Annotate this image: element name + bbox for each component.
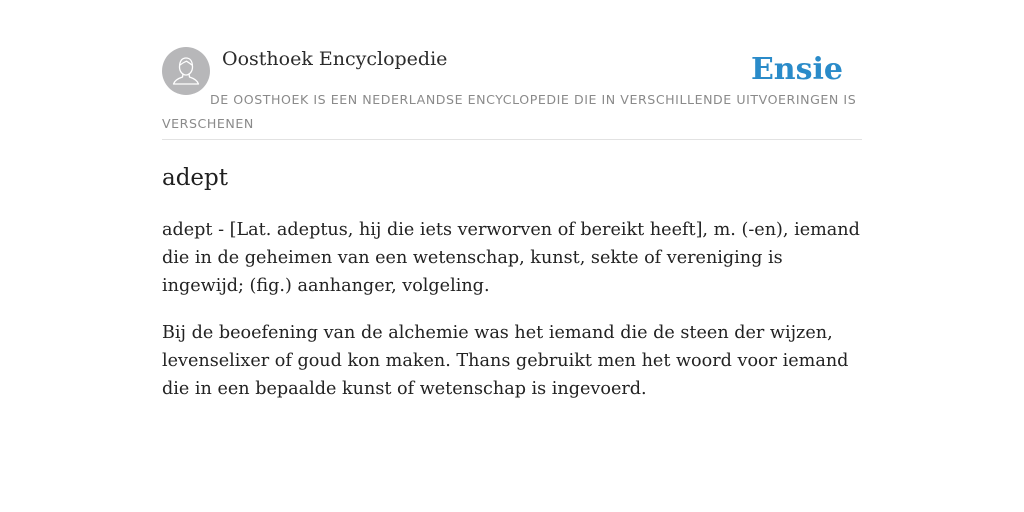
article-title: adept (162, 165, 229, 191)
article-content (162, 216, 862, 422)
source-tagline: DE OOSTHOEK IS EEN NEDERLANDSE ENCYCLOPEDIE DIE IN VERSCHILLENDE UITVOERINGEN IS VERSCHENEN (162, 92, 857, 131)
ensie-logo[interactable]: Ensie (750, 52, 843, 87)
article-paragraph: adept - [Lat. adeptus, hij die iets verworven of bereikt heeft], m. (-en), iemand die in de geheimen van een wetenschap, kunst, sekte of vereniging is ingewijd; (fig.) aanhanger, volgeling. (162, 220, 860, 296)
source-name[interactable]: Oosthoek Encyclopedie (222, 48, 448, 70)
source-header (162, 47, 862, 140)
article-paragraph: Bij de beoefening van de alchemie was het iemand die de steen der wijzen, levenselixer of goud kon maken. Thans gebruikt men het woord voor iemand die in een bepaalde kunst of wetenschap is ingevoerd. (162, 323, 849, 399)
